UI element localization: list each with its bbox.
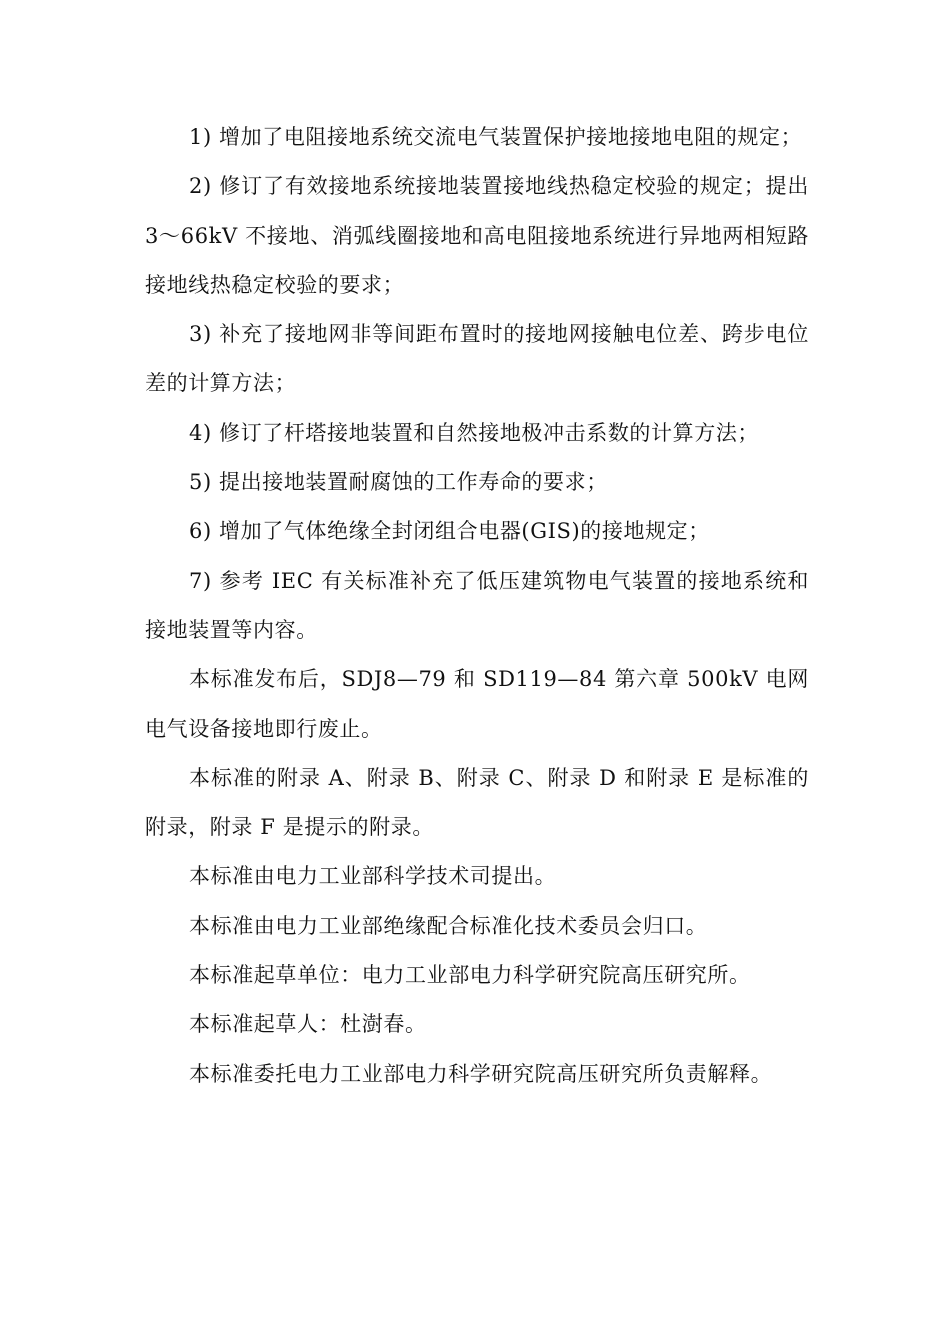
paragraph-item-7: 7) 参考 IEC 有关标准补充了低压建筑物电气装置的接地系统和接地装置等内容。 (145, 568, 809, 642)
paragraph-drafter: 本标准起草人：杜澍春。 (189, 1012, 427, 1037)
paragraph-item-5: 5) 提出接地装置耐腐蚀的工作寿命的要求； (189, 470, 608, 495)
paragraph-abolition: 本标准发布后，SDJ8—79 和 SD119—84 第六章 500kV 电网电气设备接地即行废止。 (145, 667, 809, 741)
paragraph-drafting-unit: 本标准起草单位：电力工业部电力科学研究院高压研究所。 (189, 963, 751, 988)
paragraph-proposer: 本标准由电力工业部科学技术司提出。 (189, 864, 557, 889)
paragraph-interpretation: 本标准委托电力工业部电力科学研究院高压研究所负责解释。 (189, 1061, 773, 1086)
paragraph-item-3: 3) 补充了接地网非等间距布置时的接地网接触电位差、跨步电位差的计算方法； (145, 322, 809, 396)
paragraph-centralizer: 本标准由电力工业部绝缘配合标准化技术委员会归口。 (189, 913, 708, 938)
paragraph-item-1: 1) 增加了电阻接地系统交流电气装置保护接地接地电阻的规定； (189, 125, 803, 149)
document-body (145, 113, 809, 1099)
paragraph-item-2: 2) 修订了有效接地系统接地装置接地线热稳定校验的规定；提出 3～66kV 不接地、消弧线圈接地和高电阻接地系统进行异地两相短路接地线热稳定校验的要求； (145, 174, 809, 297)
paragraph-item-6: 6) 增加了气体绝缘全封闭组合电器(GIS)的接地规定； (189, 519, 710, 544)
paragraph-item-4: 4) 修订了杆塔接地装置和自然接地极冲击系数的计算方法； (189, 420, 760, 445)
paragraph-appendices: 本标准的附录 A、附录 B、附录 C、附录 D 和附录 E 是标准的附录，附录 F 是提示的附录。 (145, 765, 809, 840)
